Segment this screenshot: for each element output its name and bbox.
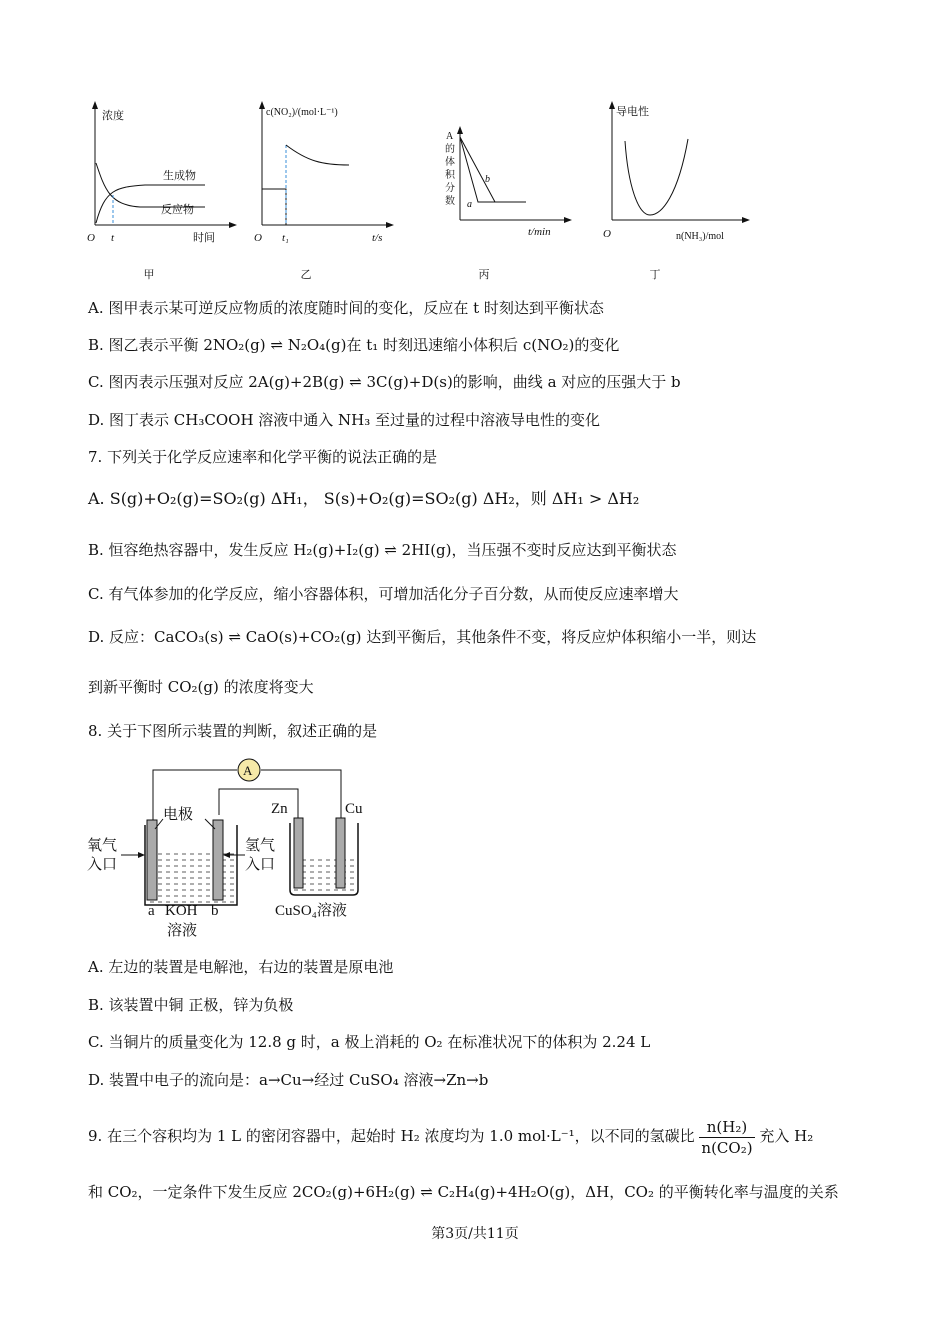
jia-t: t [111, 232, 115, 244]
h2-label-2: 入口 [245, 857, 276, 873]
ratio-numerator: n(H₂) [699, 1117, 754, 1138]
ding-ylabel: 导电性 [616, 106, 649, 118]
o2-label-2: 入口 [87, 857, 118, 873]
bing-ylabel-4: 分 [445, 183, 455, 194]
yi-t1: t₁ [282, 232, 289, 244]
q9-stem-a: 9. 在三个容积均为 1 L 的密闭容器中，起始时 H₂ 浓度均为 1.0 mol·L⁻¹，以不同的氢碳比 [88, 1127, 695, 1145]
yi-ylabel: c(NO₂)/(mol·L⁻¹) [266, 107, 338, 118]
q9-stem-line2: 和 CO₂，一定条件下发生反应 2CO₂(g)+6H₂(g) ⇌ C₂H₄(g)+4H₂O(g)，ΔH，CO₂ 的平衡转化率与温度的关系 [88, 1183, 839, 1201]
bing-a: a [467, 199, 472, 210]
q6-option-d: D. 图丁表示 CH₃COOH 溶液中通入 NH₃ 至过量的过程中溶液导电性的变化 [88, 411, 601, 429]
ding-xlabel: n(NH₃)/mol [676, 231, 724, 242]
caption-jia: 甲 [143, 268, 155, 281]
hydrogen-carbon-ratio [699, 1117, 754, 1158]
cu-label: Cu [345, 801, 363, 817]
o2-label-1: 氧气 [87, 838, 118, 854]
q7-option-d-line1: D. 反应：CaCO₃(s) ⇌ CaO(s)+CO₂(g) 达到平衡后，其他条件不变，将反应炉体积缩小一半，则达 [88, 628, 757, 646]
q7-option-c: C. 有气体参加的化学反应，缩小容器体积，可增加活化分子百分数，从而使反应速率增大 [88, 585, 679, 603]
caption-ding: 丁 [649, 268, 661, 281]
jia-ylabel: 浓度 [102, 110, 124, 122]
q6-option-c: C. 图丙表示压强对反应 2A(g)+2B(g) ⇌ 3C(g)+D(s)的影响，曲线 a 对应的压强大于 b [88, 373, 681, 391]
q8-option-d: D. 装置中电子的流向是：a→Cu→经过 CuSO₄ 溶液→Zn→b [88, 1071, 489, 1089]
ding-origin: O [603, 228, 611, 240]
figure-bing [440, 125, 580, 245]
yi-origin: O [254, 232, 262, 244]
q8-option-a: A. 左边的装置是电解池，右边的装置是原电池 [88, 958, 394, 976]
bing-ylabel-3: 积 [445, 170, 455, 181]
q9-stem-b: 充入 H₂ [759, 1127, 814, 1145]
zn-label: Zn [271, 801, 288, 817]
bing-b: b [485, 174, 490, 185]
koh-solution-label: 溶液 [167, 923, 198, 939]
ammeter-label: A [243, 763, 253, 778]
bing-ylabel-5: 数 [445, 196, 455, 207]
q8-option-c: C. 当铜片的质量变化为 12.8 g 时，a 极上消耗的 O₂ 在标准状况下的体积为 2.24 L [88, 1033, 651, 1051]
jia-xlabel: 时间 [193, 232, 215, 244]
q7-option-d-line2: 到新平衡时 CO₂(g) 的浓度将变大 [88, 678, 314, 696]
q7-stem: 7. 下列关于化学反应速率和化学平衡的说法正确的是 [88, 448, 438, 466]
figure-jia [85, 95, 245, 255]
b-label: b [211, 903, 219, 919]
bing-ylabel-0: A [446, 131, 454, 142]
q9-stem-line1 [88, 1108, 813, 1164]
q7-option-b: B. 恒容绝热容器中，发生反应 H₂(g)+I₂(g) ⇌ 2HI(g)，当压强不变时反应达到平衡状态 [88, 541, 677, 559]
koh-label: KOH [165, 903, 198, 919]
figure-ding [598, 95, 758, 255]
figure-yi [252, 95, 402, 255]
q8-option-b: B. 该装置中铜 正极，锌为负极 [88, 996, 294, 1014]
bing-xlabel: t/min [528, 226, 551, 238]
ratio-denominator: n(CO₂) [701, 1138, 753, 1157]
cuso4-label: CuSO₄溶液 [275, 903, 347, 919]
jia-reactant: 反应物 [161, 204, 194, 216]
bing-ylabel-1: 的 [445, 144, 455, 155]
q7-option-a: A. S(g)+O₂(g)=SO₂(g) ΔH₁， S(s)+O₂(g)=SO₂(g) ΔH₂，则 ΔH₁ > ΔH₂ [88, 489, 640, 508]
caption-yi: 乙 [300, 268, 312, 281]
caption-bing: 丙 [478, 268, 490, 281]
q8-stem: 8. 关于下图所示装置的判断，叙述正确的是 [88, 722, 378, 740]
a-label: a [148, 903, 155, 919]
h2-label-1: 氢气 [245, 838, 276, 854]
bing-ylabel-2: 体 [445, 157, 455, 168]
yi-xlabel: t/s [372, 232, 383, 244]
q8-device-diagram [85, 755, 385, 945]
jia-origin: O [87, 232, 95, 244]
electrode-label: 电极 [163, 807, 194, 823]
jia-product: 生成物 [163, 170, 196, 182]
q6-option-a: A. 图甲表示某可逆反应物质的浓度随时间的变化，反应在 t 时刻达到平衡状态 [88, 299, 604, 317]
q6-option-b: B. 图乙表示平衡 2NO₂(g) ⇌ N₂O₄(g)在 t₁ 时刻迅速缩小体积后 c(NO₂)的变化 [88, 336, 620, 354]
page-footer: 第3页/共11页 [431, 1226, 519, 1242]
